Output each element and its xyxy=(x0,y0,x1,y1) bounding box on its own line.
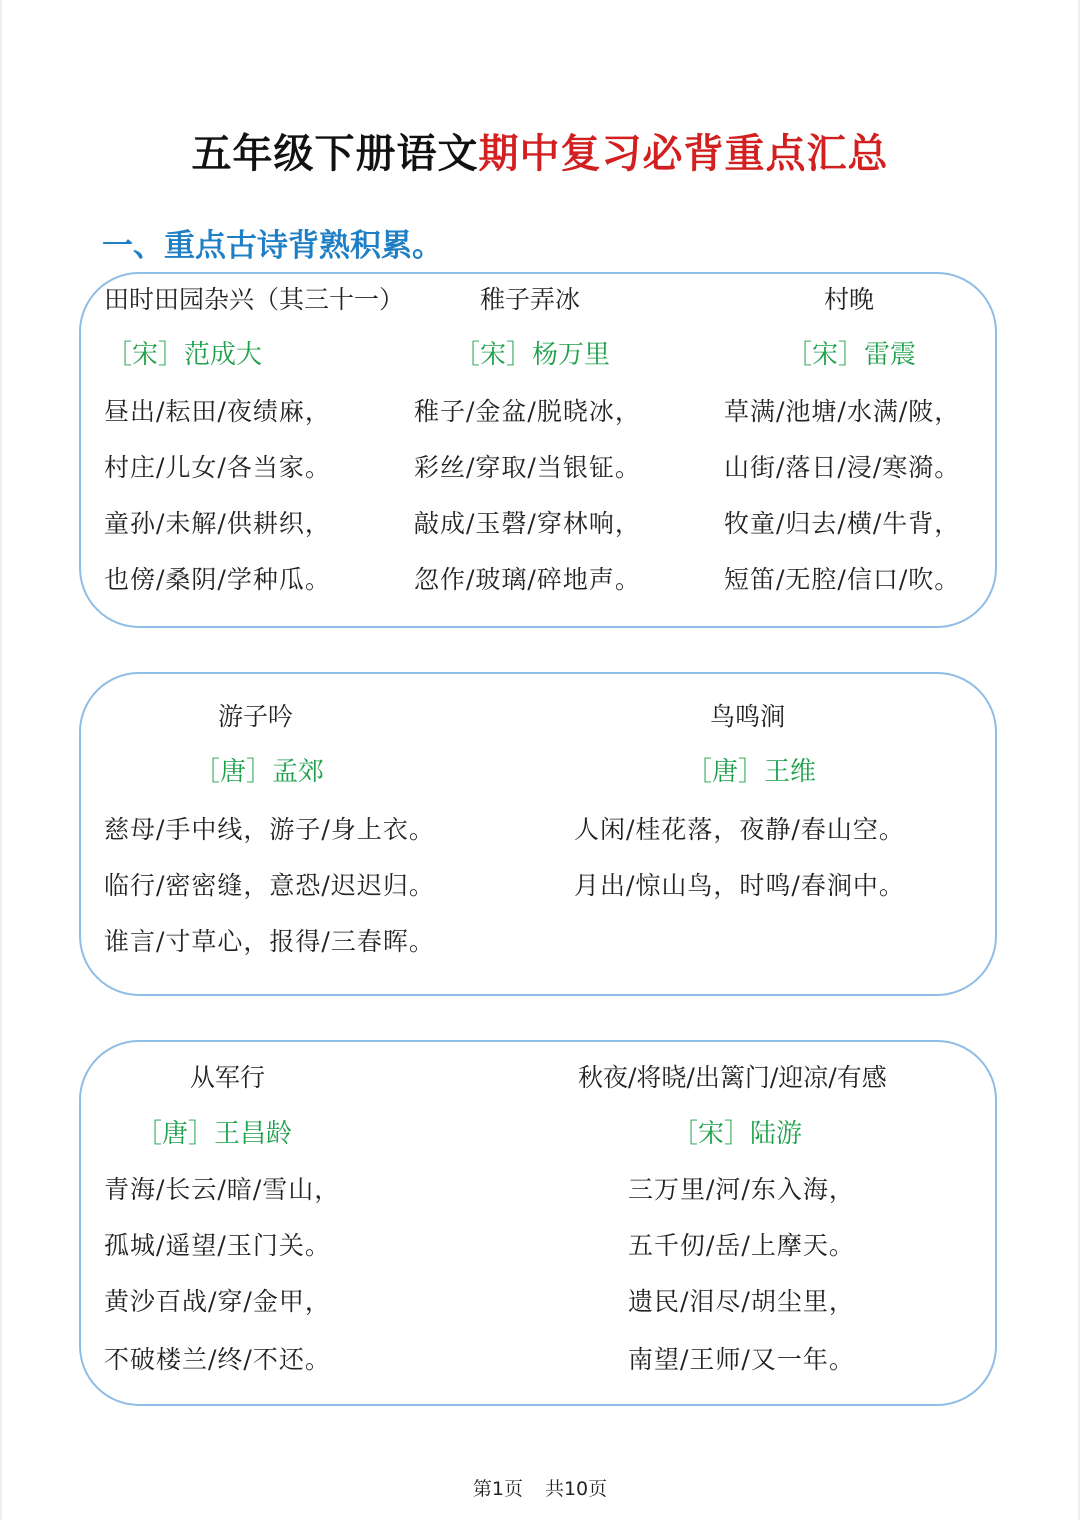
poem-author: ［唐］王昌龄 xyxy=(136,1119,293,1149)
poem-line: 草满/池塘/水满/陂， xyxy=(724,397,961,426)
poem-line: 山街/落日/浸/寒漪。 xyxy=(724,453,961,482)
poem-line: 三万里/河/东入海， xyxy=(628,1175,855,1204)
title-red-part: 期中复习必背重点汇总 xyxy=(478,131,889,177)
poem-line: 牧童/归去/横/牛背， xyxy=(724,509,961,538)
section-heading: 一、重点古诗背熟积累。 xyxy=(102,228,443,264)
poem-line: 谁言/寸草心，报得/三春晖。 xyxy=(104,927,435,956)
page-title xyxy=(2,122,1078,179)
poem-line: 慈母/手中线，游子/身上衣。 xyxy=(104,815,435,844)
poem-title: 从军行 xyxy=(190,1063,266,1092)
poem-author: ［宋］范成大 xyxy=(106,340,263,370)
poem-author: ［宋］雷震 xyxy=(786,340,917,370)
poem-title: 村晚 xyxy=(824,285,875,314)
poem-line: 孤城/遥望/玉门关。 xyxy=(104,1231,331,1260)
poem-line: 也傍/桑阴/学种瓜。 xyxy=(104,565,331,594)
poem-line: 临行/密密缝，意恐/迟迟归。 xyxy=(104,871,435,900)
poem-line: 五千仞/岳/上摩天。 xyxy=(628,1231,855,1260)
poem-author: ［唐］王维 xyxy=(686,757,817,787)
poem-line: 村庄/儿女/各当家。 xyxy=(104,453,331,482)
poem-line: 稚子/金盆/脱晓冰， xyxy=(414,397,641,426)
poem-line: 青海/长云/暗/雪山， xyxy=(104,1175,341,1204)
poem-line: 人闲/桂花落，夜静/春山空。 xyxy=(574,815,905,844)
page-total: 共10页 xyxy=(544,1478,608,1500)
poem-title: 田时田园杂兴（其三十一） xyxy=(104,285,405,314)
poem-title: 秋夜/将晓/出篱门/迎凉/有感 xyxy=(578,1063,887,1092)
poem-line: 忽作/玻璃/碎地声。 xyxy=(414,565,641,594)
poem-author: ［宋］杨万里 xyxy=(454,340,611,370)
poem-title: 稚子弄冰 xyxy=(480,285,581,314)
poem-line: 月出/惊山鸟，时鸣/春涧中。 xyxy=(574,871,905,900)
page-footer xyxy=(2,1474,1078,1501)
poem-line: 童孙/未解/供耕织， xyxy=(104,509,331,538)
poem-title: 鸟鸣涧 xyxy=(710,702,786,731)
poem-author: ［宋］陆游 xyxy=(672,1119,803,1149)
poem-line: 短笛/无腔/信口/吹。 xyxy=(724,565,961,594)
poem-line: 昼出/耘田/夜绩麻， xyxy=(104,397,331,426)
poem-line: 黄沙百战/穿/金甲， xyxy=(104,1287,331,1316)
poem-line: 不破楼兰/终/不还。 xyxy=(104,1345,331,1374)
page-number: 第1页 xyxy=(472,1478,523,1500)
poem-title: 游子吟 xyxy=(218,702,294,731)
poem-line: 敲成/玉磬/穿林响， xyxy=(414,509,641,538)
poem-line: 遗民/泪尽/胡尘里， xyxy=(628,1287,855,1316)
title-black-part: 五年级下册语文 xyxy=(191,131,479,177)
poem-author: ［唐］孟郊 xyxy=(194,757,325,787)
poem-line: 彩丝/穿取/当银钲。 xyxy=(414,453,641,482)
poem-line: 南望/王师/又一年。 xyxy=(628,1345,855,1374)
